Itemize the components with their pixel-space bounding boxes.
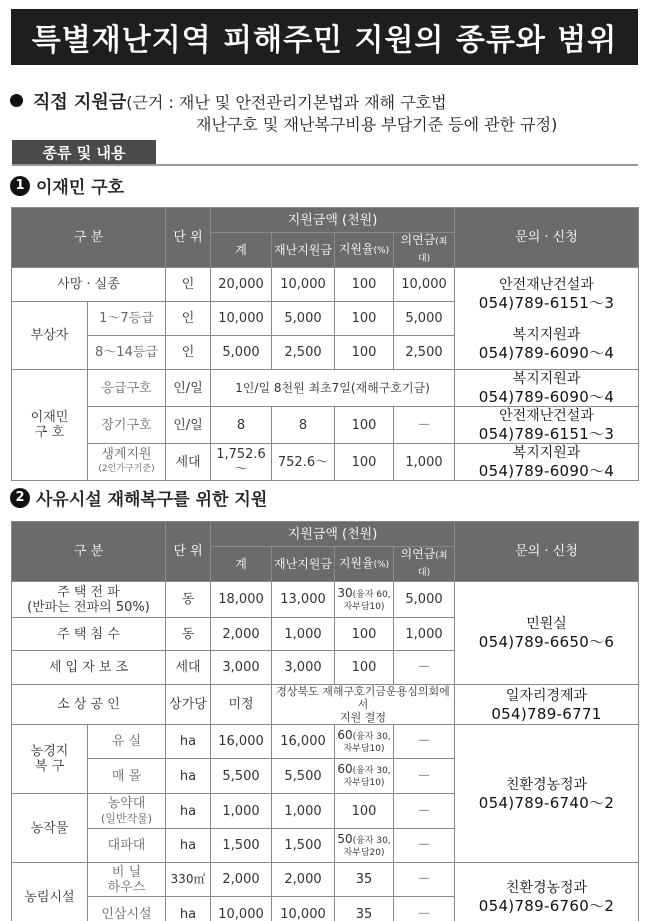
cell-total: 3,000 <box>211 651 272 685</box>
section-title: 사유시설 재해복구를 위한 지원 <box>36 490 268 510</box>
cell-unit: ha <box>166 794 211 829</box>
header-disaster-fund: 재난지원금 <box>272 233 335 268</box>
contact-cell: 복지지원과 054)789-6090～4 <box>455 444 639 481</box>
cell-total: 1,500 <box>211 829 272 863</box>
row-label-death: 사망 · 실종 <box>12 268 166 302</box>
row-label-small-business: 소 상 공 인 <box>12 685 166 725</box>
cell-unit: ha <box>166 829 211 863</box>
header-rate: 지원율(%) <box>335 547 394 582</box>
cell-donation: 5,000 <box>394 582 455 618</box>
cell-unit: 상가당 <box>166 685 211 725</box>
row-sublabel: 장기구호 <box>88 407 166 444</box>
cell-unit: 인/일 <box>166 370 211 407</box>
cell-total: 5,000 <box>211 336 272 370</box>
contact-cell: 친환경농정과 054)789-6740～2 <box>455 725 639 863</box>
cell-donation: － <box>394 829 455 863</box>
cell-merged-note: 1인/일 8천원 최초7일(재해구호기금) <box>211 370 455 407</box>
cell-donation: － <box>394 863 455 897</box>
cell-unit: 인 <box>166 302 211 336</box>
cell-donation: 1,000 <box>394 618 455 651</box>
cell-rate: 100 <box>335 268 394 302</box>
cell-rate: 100 <box>335 407 394 444</box>
cell-donation: － <box>394 759 455 794</box>
cell-total: 18,000 <box>211 582 272 618</box>
cell-unit: ha <box>166 759 211 794</box>
contact-dept: 안전재난건설과 <box>499 276 594 293</box>
cell-total: 10,000 <box>211 302 272 336</box>
cell-total: 1,752.6～ <box>211 444 272 481</box>
cell-donation: － <box>394 794 455 829</box>
header-amount: 지원금액 (천원) <box>211 208 455 233</box>
number-1-icon: 1 <box>10 176 30 196</box>
cell-rate: 50(융자 30, 자부담20) <box>335 829 394 863</box>
cell-fund: 16,000 <box>272 725 335 759</box>
cell-fund: 3,000 <box>272 651 335 685</box>
cell-unit: 인 <box>166 268 211 302</box>
page-title: 특별재난지역 피해주민 지원의 종류와 범위 <box>11 9 638 65</box>
section-title: 이재민 구호 <box>36 178 125 198</box>
cell-rate: 100 <box>335 336 394 370</box>
cell-total: 8 <box>211 407 272 444</box>
header-donation: 의연금(최대) <box>394 233 455 268</box>
cell-rate: 100 <box>335 794 394 829</box>
row-label-forestry: 농림시설 <box>12 863 88 921</box>
cell-rate: 100 <box>335 618 394 651</box>
cell-rate: 60(융자 30, 자부담10) <box>335 725 394 759</box>
cell-rate: 100 <box>335 302 394 336</box>
legal-basis-line2: 재난구호 및 재난복구비용 부담기준 등에 관한 규정) <box>196 115 558 134</box>
contact-dept: 복지지원과 <box>512 326 581 343</box>
cell-donation: － <box>394 651 455 685</box>
cell-total: 2,000 <box>211 618 272 651</box>
divider <box>12 164 638 166</box>
contact-cell: 민원실 054)789-6650～6 <box>455 582 639 685</box>
cell-donation: 5,000 <box>394 302 455 336</box>
cell-fund: 2,000 <box>272 863 335 897</box>
cell-donation: － <box>394 407 455 444</box>
row-label-farmland: 농경지 복 구 <box>12 725 88 794</box>
row-sublabel: 인삼시설 <box>88 897 166 921</box>
row-sublabel: 대파대 <box>88 829 166 863</box>
header-category: 구 분 <box>12 522 166 582</box>
row-label-house-destroyed: 주 택 전 파 (반파는 전파의 50%) <box>12 582 166 618</box>
header-contact: 문의 · 신청 <box>455 208 639 268</box>
cell-rate: 35 <box>335 863 394 897</box>
cell-fund: 1,000 <box>272 618 335 651</box>
cell-rate: 60(융자 30, 자부담10) <box>335 759 394 794</box>
cell-unit: 동 <box>166 582 211 618</box>
bullet-icon <box>10 94 23 107</box>
row-label-injured: 부상자 <box>12 302 88 370</box>
row-label-crops: 농작물 <box>12 794 88 863</box>
section-heading-private <box>10 485 267 510</box>
cell-unit: 세대 <box>166 444 211 481</box>
category-tag: 종류 및 내용 <box>12 140 156 164</box>
header-contact: 문의 · 신청 <box>455 522 639 582</box>
direct-support-title: 직접 지원금 <box>33 92 127 113</box>
cell-fund: 1,500 <box>272 829 335 863</box>
cell-unit: 330㎡ <box>166 863 211 897</box>
cell-unit: ha <box>166 725 211 759</box>
header-category: 구 분 <box>12 208 166 268</box>
cell-total: 2,000 <box>211 863 272 897</box>
contact-cell: 친환경농정과 054)789-6760～2 <box>455 863 639 921</box>
row-sublabel: 농약대 (일반작물) <box>88 794 166 829</box>
cell-fund: 10,000 <box>272 897 335 921</box>
header-donation: 의연금(최대) <box>394 547 455 582</box>
cell-fund: 752.6～ <box>272 444 335 481</box>
section-heading-relief <box>10 173 124 198</box>
private-facility-table <box>11 521 639 921</box>
cell-total: 미정 <box>211 685 272 725</box>
cell-fund: 5,000 <box>272 302 335 336</box>
row-sublabel: 8～14등급 <box>88 336 166 370</box>
cell-fund: 2,500 <box>272 336 335 370</box>
cell-unit: 인/일 <box>166 407 211 444</box>
relief-table <box>11 207 639 481</box>
contact-cell: 일자리경제과 054)789-6771 <box>455 685 639 725</box>
cell-donation: 2,500 <box>394 336 455 370</box>
contact-cell: 안전재난건설과 054)789-6151～3 <box>455 407 639 444</box>
cell-fund: 8 <box>272 407 335 444</box>
header-total: 계 <box>211 233 272 268</box>
cell-fund: 13,000 <box>272 582 335 618</box>
cell-fund: 1,000 <box>272 794 335 829</box>
header-amount: 지원금액 (천원) <box>211 522 455 547</box>
header-rate: 지원율(%) <box>335 233 394 268</box>
header-unit: 단 위 <box>166 208 211 268</box>
header-total: 계 <box>211 547 272 582</box>
cell-fund: 10,000 <box>272 268 335 302</box>
cell-unit: 인 <box>166 336 211 370</box>
cell-total: 10,000 <box>211 897 272 921</box>
header-unit: 단 위 <box>166 522 211 582</box>
row-label-relief: 이재민 구 호 <box>12 370 88 481</box>
cell-total: 16,000 <box>211 725 272 759</box>
cell-donation: 10,000 <box>394 268 455 302</box>
header-disaster-fund: 재난지원금 <box>272 547 335 582</box>
cell-unit: ha <box>166 897 211 921</box>
cell-total: 1,000 <box>211 794 272 829</box>
cell-fund: 5,500 <box>272 759 335 794</box>
number-2-icon: 2 <box>10 488 30 508</box>
cell-total: 20,000 <box>211 268 272 302</box>
contact-cell <box>455 268 639 370</box>
row-sublabel: 매 몰 <box>88 759 166 794</box>
row-sublabel: 1～7등급 <box>88 302 166 336</box>
row-sublabel: 유 실 <box>88 725 166 759</box>
contact-phone: 054)789-6090～4 <box>478 343 615 362</box>
cell-donation: － <box>394 725 455 759</box>
legal-basis-line1: (근거 : 재난 및 안전관리기본법과 재해 구호법 <box>126 93 447 112</box>
row-sublabel: 비 닐 하우스 <box>88 863 166 897</box>
direct-support-heading <box>10 92 558 134</box>
cell-total: 5,500 <box>211 759 272 794</box>
cell-rate: 30(융자 60, 자부담10) <box>335 582 394 618</box>
contact-phone: 054)789-6151～3 <box>478 293 615 312</box>
cell-unit: 동 <box>166 618 211 651</box>
row-sublabel: 생계지원 (2인가구기준) <box>88 444 166 481</box>
row-label-house-flooded: 주 택 침 수 <box>12 618 166 651</box>
row-sublabel: 응급구호 <box>88 370 166 407</box>
cell-rate: 35 <box>335 897 394 921</box>
cell-donation: － <box>394 897 455 921</box>
cell-rate: 100 <box>335 444 394 481</box>
cell-merged-note: 경상북도 재해구호기금운용심의회에서 지원 결정 <box>272 685 455 725</box>
cell-donation: 1,000 <box>394 444 455 481</box>
contact-cell: 복지지원과 054)789-6090～4 <box>455 370 639 407</box>
cell-unit: 세대 <box>166 651 211 685</box>
cell-rate: 100 <box>335 651 394 685</box>
row-label-tenant: 세 입 자 보 조 <box>12 651 166 685</box>
